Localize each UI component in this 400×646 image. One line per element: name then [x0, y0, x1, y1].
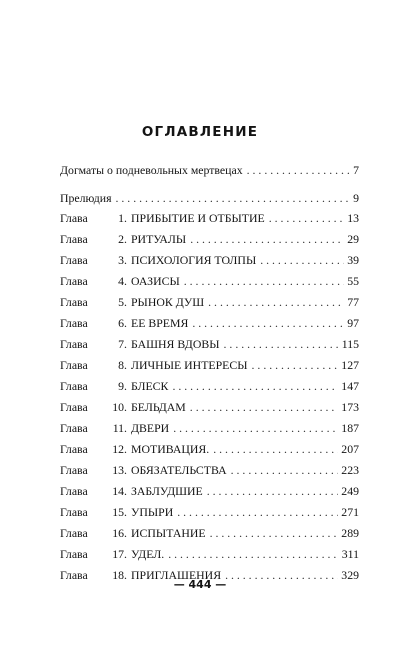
chapter-prefix: Глава	[60, 547, 88, 561]
toc-entry-title: ДВЕРИ	[131, 421, 170, 435]
toc-entry[interactable]	[60, 209, 359, 227]
toc-leader-dots	[168, 545, 339, 563]
chapter-prefix: Глава	[60, 295, 88, 309]
toc-entry-title: ЗАБЛУДШИЕ	[131, 484, 203, 498]
toc-entry-page: 271	[341, 505, 359, 519]
toc-entry[interactable]	[60, 161, 359, 179]
toc-leader-dots	[207, 482, 339, 500]
toc-entry-title: МОТИВАЦИЯ.	[131, 442, 210, 456]
toc-entry-title: РИТУАЛЫ	[131, 232, 187, 246]
toc-leader-dots	[269, 209, 344, 227]
chapter-number: 12.	[112, 442, 127, 456]
toc-leader-dots	[231, 461, 339, 479]
toc-entry[interactable]	[60, 377, 359, 395]
toc-entry-page: 311	[341, 547, 359, 561]
toc-entry[interactable]	[60, 251, 359, 269]
chapter-number: 5.	[118, 295, 127, 309]
toc-entry-title: ЛИЧНЫЕ ИНТЕРЕСЫ	[131, 358, 248, 372]
toc-entry-page: 223	[341, 463, 359, 477]
toc-entry-title: ПРИБЫТИЕ И ОТБЫТИЕ	[131, 211, 265, 225]
toc-entry-page: 29	[347, 232, 359, 246]
toc-entry-title: Прелюдия	[60, 191, 112, 205]
chapter-prefix: Глава	[60, 484, 88, 498]
toc-leader-dots	[190, 398, 339, 416]
chapter-number: 7.	[118, 337, 127, 351]
chapter-prefix: Глава	[60, 463, 88, 477]
chapter-number: 16.	[112, 526, 127, 540]
chapter-prefix: Глава	[60, 421, 88, 435]
toc-leader-dots	[190, 230, 344, 248]
toc-entry-page: 7	[353, 163, 359, 177]
toc-entry-title: БАШНЯ ВДОВЫ	[131, 337, 220, 351]
chapter-number: 4.	[118, 274, 127, 288]
toc-entry[interactable]	[60, 440, 359, 458]
chapter-number: 8.	[118, 358, 127, 372]
chapter-number: 18.	[112, 568, 127, 582]
toc-entry-page: 55	[347, 274, 359, 288]
toc-entry-page: 127	[341, 358, 359, 372]
chapter-prefix: Глава	[60, 211, 88, 225]
toc-entry-page: 207	[341, 442, 359, 456]
toc-entry-page: 249	[341, 484, 359, 498]
toc-leader-dots	[172, 377, 338, 395]
toc-entry[interactable]	[60, 230, 359, 248]
toc-entry-title: БЛЕСК	[131, 379, 169, 393]
toc-entry-page: 97	[347, 316, 359, 330]
chapter-number: 1.	[118, 211, 127, 225]
toc-leader-dots	[213, 440, 338, 458]
toc-entry-title: ЕЕ ВРЕМЯ	[131, 316, 189, 330]
chapter-prefix: Глава	[60, 232, 88, 246]
chapter-number: 13.	[112, 463, 127, 477]
toc-entry-title: БЕЛЬДАМ	[131, 400, 186, 414]
chapter-number: 6.	[118, 316, 127, 330]
chapter-prefix: Глава	[60, 379, 88, 393]
chapter-number: 9.	[118, 379, 127, 393]
toc-leader-dots	[192, 314, 344, 332]
chapter-prefix: Глава	[60, 442, 88, 456]
chapter-prefix: Глава	[60, 253, 88, 267]
chapter-prefix: Глава	[60, 337, 88, 351]
toc-entry[interactable]	[60, 335, 359, 353]
toc-entry-page: 147	[341, 379, 359, 393]
toc-leader-dots	[177, 503, 338, 521]
chapter-prefix: Глава	[60, 568, 88, 582]
toc-entry-page: 13	[347, 211, 359, 225]
toc-entry-title: УПЫРИ	[131, 505, 174, 519]
toc-entry[interactable]	[60, 461, 359, 479]
toc-leader-dots	[116, 189, 351, 207]
toc-entry-title: ОАЗИСЫ	[131, 274, 180, 288]
chapter-number: 3.	[118, 253, 127, 267]
toc-leader-dots	[208, 293, 344, 311]
chapter-number: 14.	[112, 484, 127, 498]
toc-entry[interactable]	[60, 524, 359, 542]
chapter-number: 2.	[118, 232, 127, 246]
chapter-prefix: Глава	[60, 274, 88, 288]
chapter-prefix: Глава	[60, 400, 88, 414]
toc-leader-dots	[260, 251, 344, 269]
chapter-prefix: Глава	[60, 526, 88, 540]
toc-entry-title: ПСИХОЛОГИЯ ТОЛПЫ	[131, 253, 257, 267]
toc-entry-title: РЫНОК ДУШ	[131, 295, 205, 309]
toc-entry-page: 329	[341, 568, 359, 582]
toc-leader-dots	[247, 161, 350, 179]
toc-entry-page: 173	[341, 400, 359, 414]
toc-entry-page: 77	[347, 295, 359, 309]
toc-entry[interactable]	[60, 272, 359, 290]
chapter-number: 10.	[112, 400, 127, 414]
toc-entry[interactable]	[60, 419, 359, 437]
toc-entry[interactable]	[60, 398, 359, 416]
chapter-prefix: Глава	[60, 316, 88, 330]
toc-entry-page: 289	[341, 526, 359, 540]
toc-entry-page: 115	[341, 337, 359, 351]
chapter-prefix: Глава	[60, 358, 88, 372]
toc-entry[interactable]	[60, 314, 359, 332]
toc-entry-title: ОБЯЗАТЕЛЬСТВА	[131, 463, 227, 477]
toc-entry-title: Догматы о подневольных мертвецах	[60, 163, 243, 177]
toc-entry-title: ПРИГЛАШЕНИЯ	[131, 568, 222, 582]
toc-entry-page: 39	[347, 253, 359, 267]
chapter-number: 15.	[112, 505, 127, 519]
toc-entry[interactable]	[60, 189, 359, 207]
chapter-prefix: Глава	[60, 505, 88, 519]
toc-entry[interactable]	[60, 503, 359, 521]
toc-entry-title: ИСПЫТАНИЕ	[131, 526, 206, 540]
toc-heading: ОГЛАВЛЕНИЕ	[141, 124, 259, 140]
toc-entry[interactable]	[60, 293, 359, 311]
chapter-number: 17.	[112, 547, 127, 561]
toc-leader-dots	[224, 335, 339, 353]
toc-leader-dots	[173, 419, 338, 437]
toc-leader-dots	[210, 524, 339, 542]
page-number: — 444 —	[173, 578, 227, 591]
toc-leader-dots	[252, 356, 339, 374]
toc-entry[interactable]	[60, 545, 359, 563]
toc-entry-page: 187	[341, 421, 359, 435]
toc-entry[interactable]	[60, 482, 359, 500]
toc-entry-page: 9	[353, 191, 359, 205]
toc-entry-title: УДЕЛ.	[131, 547, 165, 561]
toc-entry[interactable]	[60, 356, 359, 374]
toc-leader-dots	[184, 272, 344, 290]
chapter-number: 11.	[112, 421, 127, 435]
